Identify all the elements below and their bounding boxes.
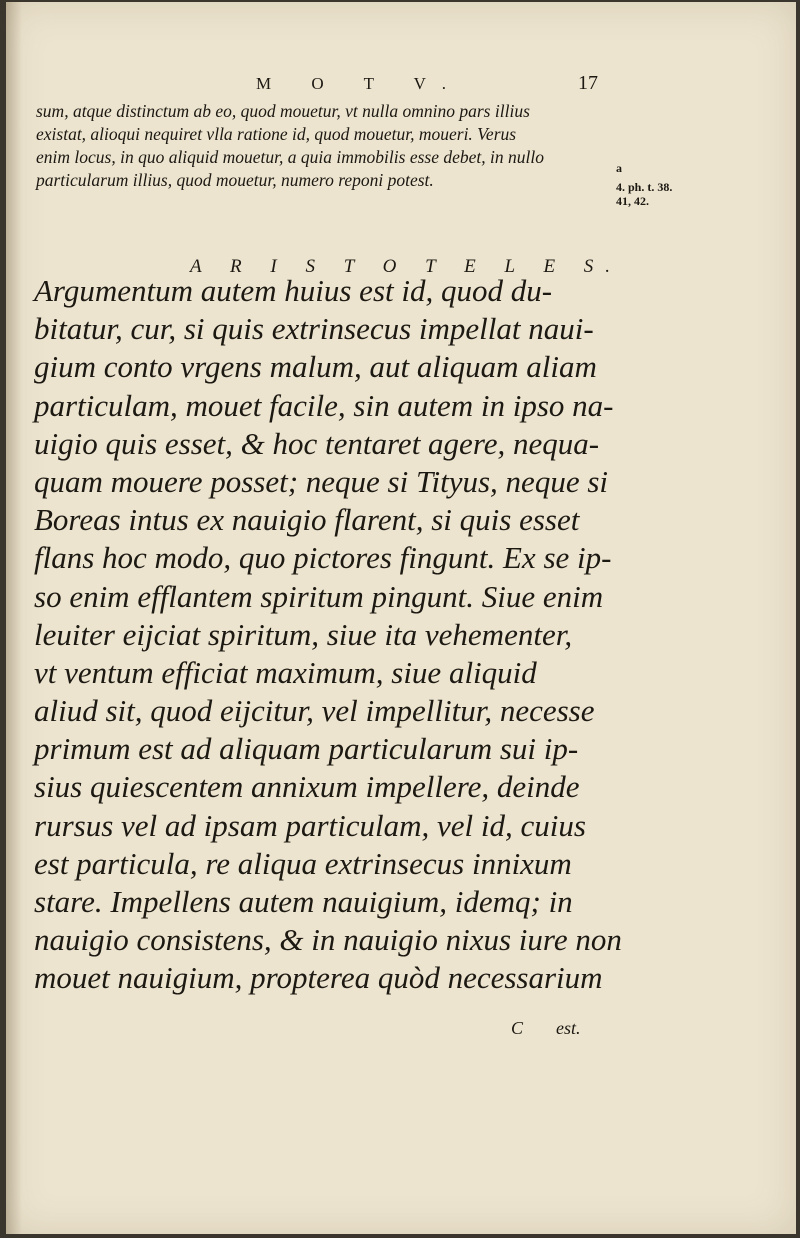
text-line: particulam, mouet facile, sin autem in ipso na- xyxy=(34,387,614,423)
text-line: aliud sit, quod eijcitur, vel impellitur, necesse xyxy=(34,693,595,729)
commentary-line: sum, atque distinctum ab eo, quod mouetur, vt nulla omnino pars illius xyxy=(36,101,530,121)
page-header xyxy=(6,74,796,98)
running-title: M O T V. xyxy=(256,74,464,93)
text-line: quam mouere posset; neque si Tityus, neque si xyxy=(34,463,608,499)
text-line: vt ventum efficiat maximum, siue aliquid xyxy=(34,654,537,690)
commentary-line: particularum illius, quod mouetur, numero reponi potest. xyxy=(36,170,434,190)
commentary-line: enim locus, in quo aliquid mouetur, a quia immobilis esse debet, in nullo xyxy=(36,147,544,167)
text-line: nauigio consistens, & in nauigio nixus iure non xyxy=(34,922,622,958)
text-line: so enim efflantem spiritum pingunt. Siue enim xyxy=(34,578,604,614)
book-page xyxy=(6,2,796,1234)
text-line: gium conto vrgens malum, aut aliquam aliam xyxy=(34,349,597,385)
page-footer xyxy=(6,1018,796,1048)
text-line: uigio quis esset, & hoc tentaret agere, nequa- xyxy=(34,425,600,461)
text-line: leuiter eijciat spiritum, siue ita vehementer, xyxy=(34,616,573,652)
text-line: mouet nauigium, propterea quòd necessarium xyxy=(34,960,603,996)
spine-shadow xyxy=(6,2,22,1234)
text-line: primum est ad aliquam particularum sui ip- xyxy=(34,731,579,767)
page-number: 17 xyxy=(578,72,598,94)
marginal-note-letter: a xyxy=(616,161,622,175)
section-heading: A R I S T O T E L E S. xyxy=(190,256,623,277)
main-text-block xyxy=(34,272,622,998)
text-line: sius quiescentem annixum impellere, deinde xyxy=(34,769,580,805)
text-line: est particula, re aliqua extrinsecus innixum xyxy=(34,845,572,881)
text-line: bitatur, cur, si quis extrinsecus impellat naui- xyxy=(34,311,594,347)
text-line: flans hoc modo, quo pictores fingunt. Ex se ip- xyxy=(34,540,612,576)
marginal-reference-line: 41, 42. xyxy=(616,194,649,208)
catchword: est. xyxy=(556,1018,581,1038)
commentary-block xyxy=(36,100,606,192)
text-line: stare. Impellens autem nauigium, idemq; in xyxy=(34,884,573,919)
commentary-line: existat, alioqui nequiret vlla ratione id, quod mouetur, moueri. Verus xyxy=(36,124,517,144)
marginal-reference-line: 4. ph. t. 38. xyxy=(616,180,673,194)
signature-mark: C xyxy=(511,1018,524,1038)
text-line: rursus vel ad ipsam particulam, vel id, cuius xyxy=(34,807,586,843)
text-line: Boreas intus ex nauigio flarent, si quis esset xyxy=(34,502,580,538)
text-line: Argumentum autem huius est id, quod du- xyxy=(34,273,553,308)
